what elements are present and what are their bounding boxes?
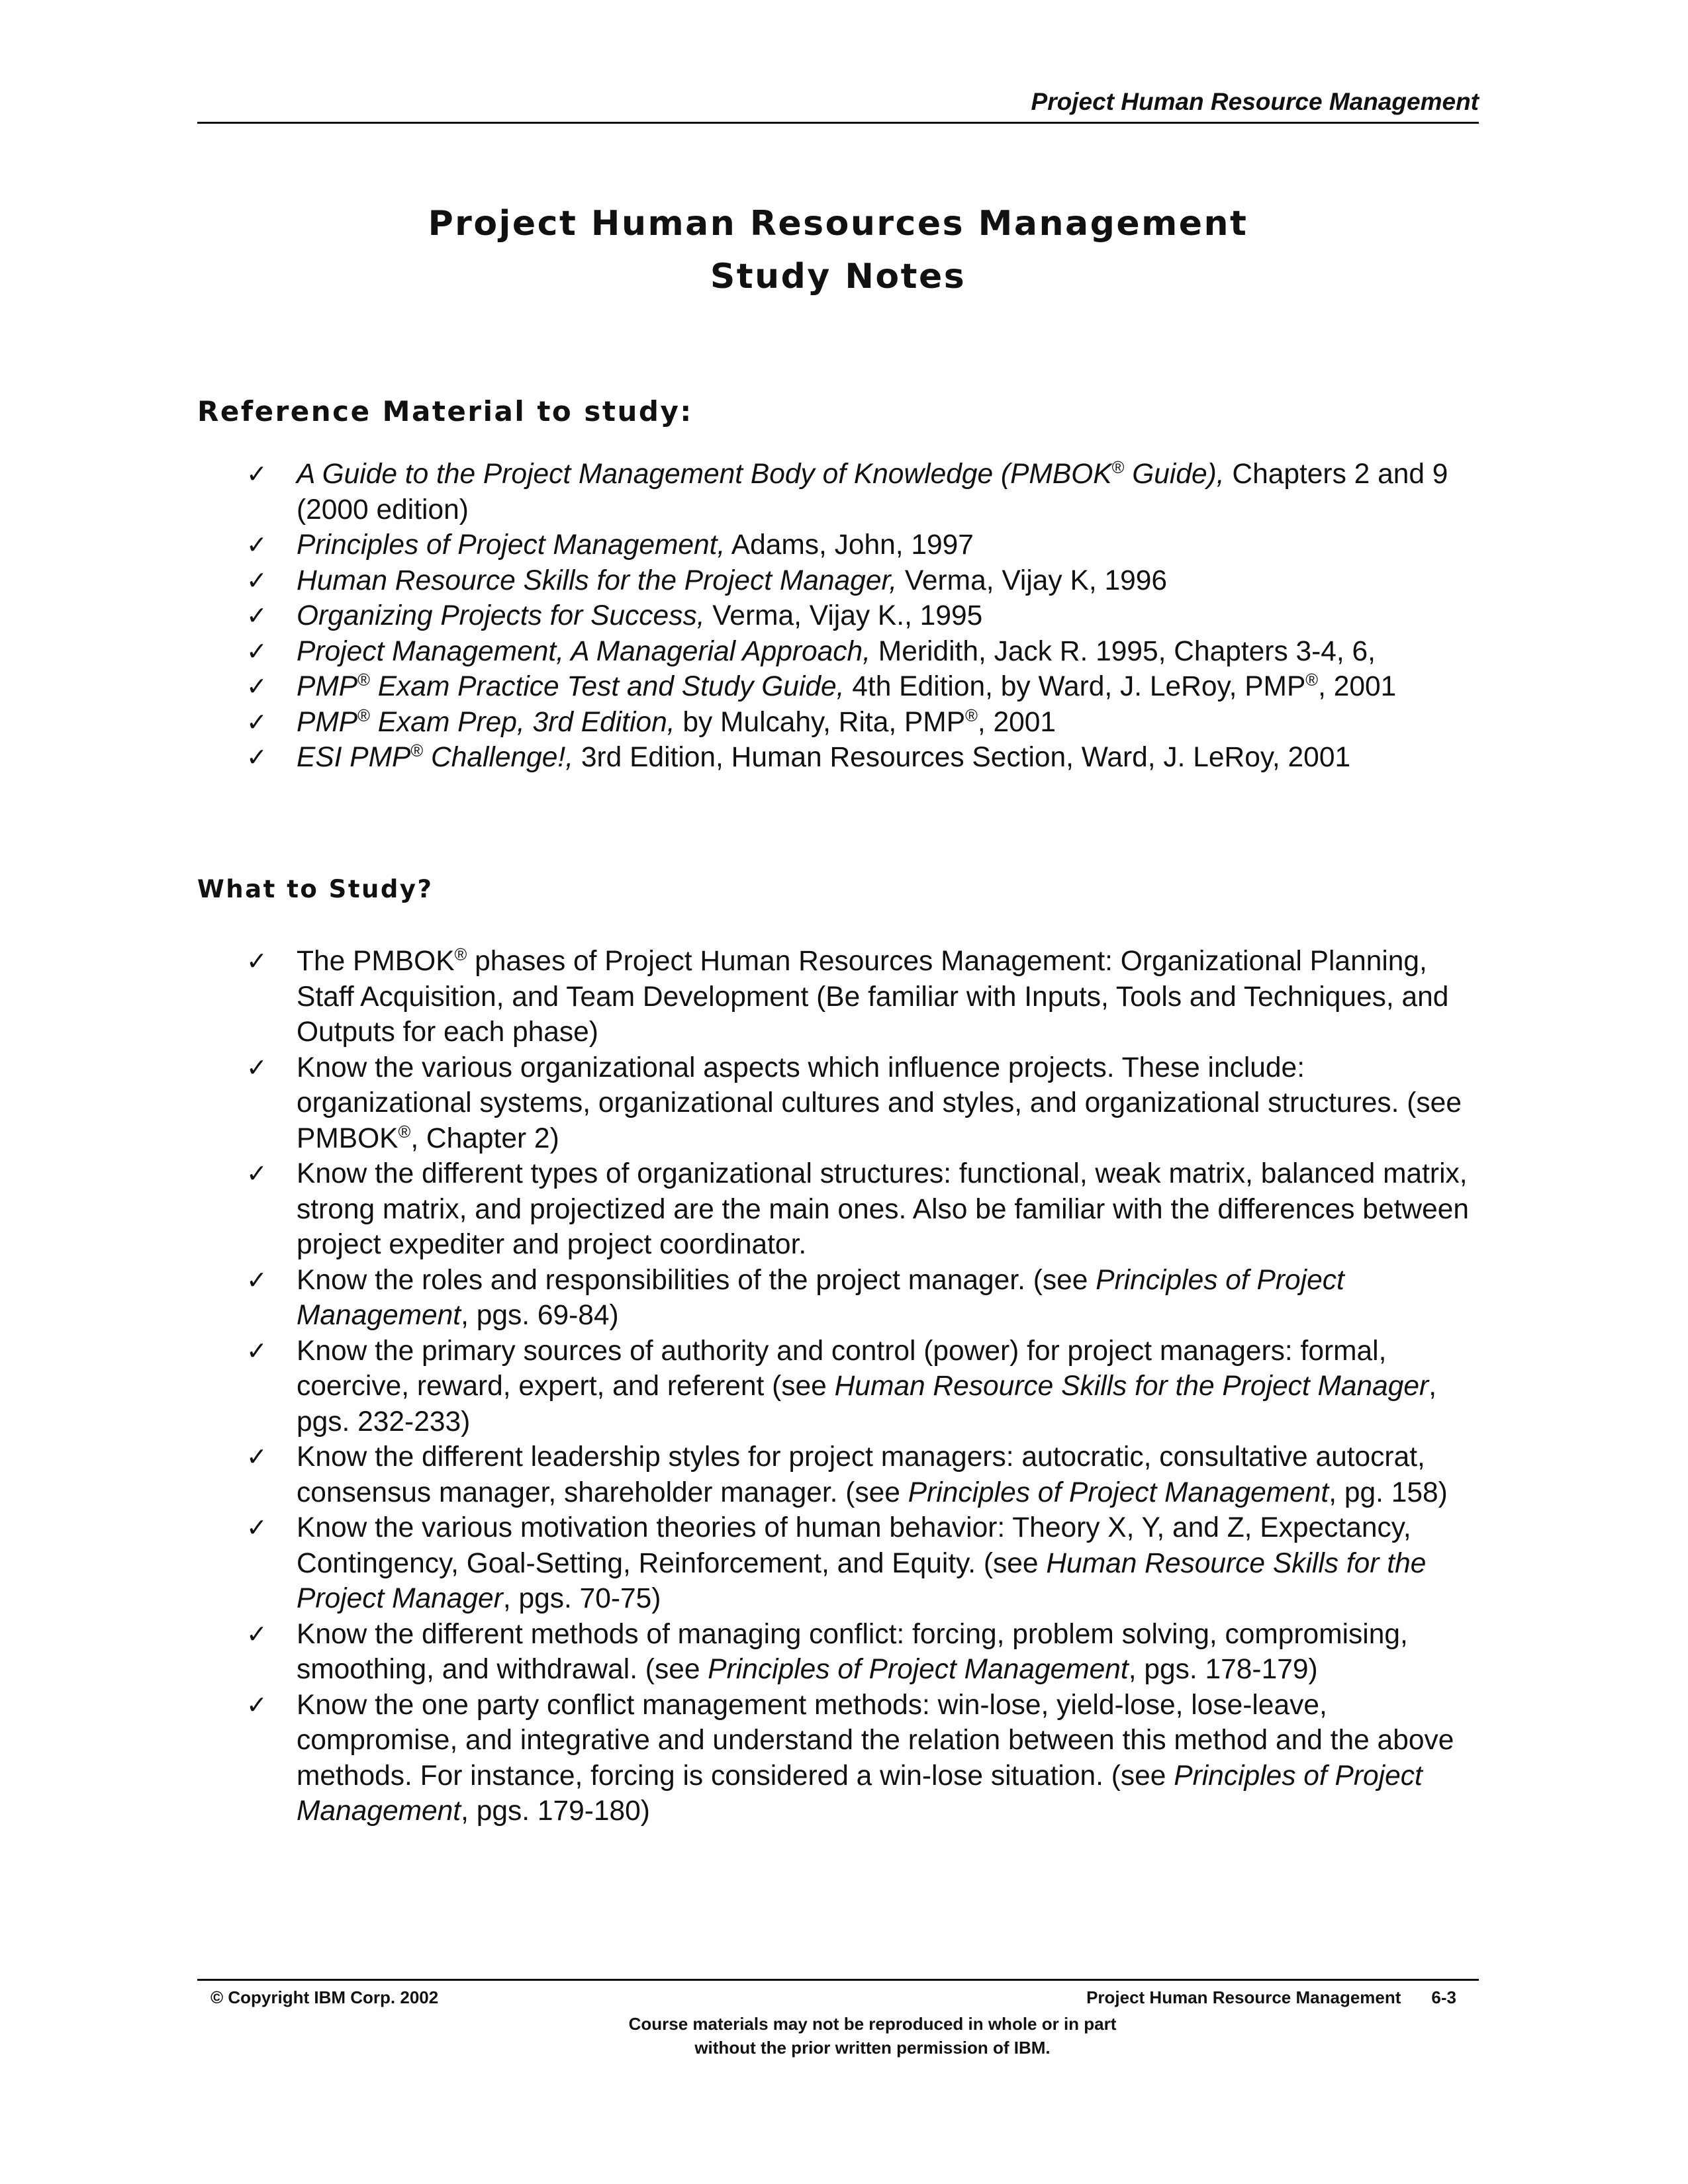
- study-item: [246, 1050, 1484, 1157]
- study-pages: , pgs. 232-233): [297, 1371, 1437, 1437]
- reference-title: A Guide to the Project Management Body of Knowledge (PMBOK: [297, 459, 1112, 490]
- study-item: [246, 1617, 1484, 1688]
- check-mark-icon: ✓: [246, 1513, 267, 1542]
- reference-item: [246, 457, 1484, 527]
- registered-mark: ®: [357, 670, 370, 690]
- study-source: Principles of Project Management: [297, 1760, 1423, 1827]
- study-text: Know the different leadership styles for project managers: autocratic, consultative autocrat, consensus manager, shareholder manager. (see: [297, 1441, 1425, 1508]
- reference-year: , 2001: [1318, 671, 1397, 702]
- registered-mark: ®: [357, 706, 370, 725]
- registered-mark: ®: [454, 945, 467, 964]
- reference-title: PMP: [297, 671, 358, 702]
- study-text: Know the roles and responsibilities of the project manager. (see: [297, 1264, 1096, 1296]
- check-mark-icon: ✓: [246, 1052, 267, 1082]
- reference-item: [246, 598, 1484, 634]
- study-text: The PMBOK: [297, 946, 455, 977]
- registered-mark: ®: [965, 706, 978, 725]
- check-mark-icon: ✓: [246, 565, 267, 595]
- study-item: [246, 944, 1484, 1050]
- check-mark-icon: ✓: [246, 743, 267, 772]
- check-mark-icon: ✓: [246, 601, 267, 630]
- registered-mark: ®: [1111, 458, 1125, 477]
- registered-mark: ®: [398, 1122, 411, 1142]
- reference-list: [246, 457, 1484, 776]
- reference-details: 3rd Edition, Human Resources Section, Ward, J. LeRoy, 2001: [573, 742, 1351, 773]
- reference-title-cont: Challenge!,: [423, 742, 574, 773]
- check-mark-icon: ✓: [246, 459, 267, 488]
- study-source: Principles of Project Management: [297, 1264, 1344, 1331]
- header-rule: [197, 122, 1479, 124]
- page-title: [197, 197, 1479, 303]
- study-pages: , pgs. 70-75): [502, 1583, 661, 1614]
- reference-details: 4th Edition, by Ward, J. LeRoy, PMP: [844, 671, 1306, 702]
- reference-item: [246, 740, 1484, 776]
- study-source: Principles of Project Management: [708, 1654, 1129, 1685]
- check-mark-icon: ✓: [246, 1690, 267, 1719]
- reference-heading: Reference Material to study:: [197, 395, 693, 428]
- title-line-2: Study Notes: [710, 257, 966, 296]
- footer-right: [794, 1987, 1456, 2008]
- study-text: Know the various organizational aspects which influence projects. These include: organizational systems, organizational cultures and styles, and organizational structures. (see PMBOK: [297, 1052, 1462, 1154]
- study-text: Know the various motivation theories of human behavior: Theory X, Y, and Z, Expectancy, Contingency, Goal-Setting, Reinforcement, and Equity. (see: [297, 1512, 1411, 1579]
- footer-notice: [462, 2012, 1283, 2060]
- check-mark-icon: ✓: [246, 946, 267, 976]
- study-item: [246, 1156, 1484, 1263]
- check-mark-icon: ✓: [246, 1265, 267, 1295]
- study-item: [246, 1688, 1484, 1829]
- study-item: [246, 1334, 1484, 1440]
- reference-details: Chapters 2 and 9 (2000 edition): [297, 459, 1448, 525]
- study-text-cont: phases of Project Human Resources Management: Organizational Planning, Staff Acquisition, and Team Development (Be familiar with Inputs, Tools and Techniques, and Outputs for each phase): [297, 946, 1449, 1048]
- check-mark-icon: ✓: [246, 672, 267, 701]
- reference-title: ESI PMP: [297, 742, 411, 773]
- reference-item: [246, 563, 1484, 599]
- reference-details: by Mulcahy, Rita, PMP: [675, 706, 966, 738]
- study-item: [246, 1510, 1484, 1617]
- check-mark-icon: ✓: [246, 1619, 267, 1649]
- footer-notice-line-2: without the prior written permission of IBM.: [694, 2038, 1051, 2058]
- reference-title: Organizing Projects for Success,: [297, 600, 705, 631]
- study-item: [246, 1439, 1484, 1510]
- reference-title: Principles of Project Management,: [297, 529, 726, 561]
- reference-item: [246, 527, 1484, 563]
- study-text: Know the one party conflict management methods: win-lose, yield-lose, lose-leave, compromise, and integrative and understand the relation between this method and the above methods. For instance, forcing is considered a win-lose situation. (see: [297, 1689, 1454, 1792]
- page-number: 6-3: [1431, 1987, 1456, 2007]
- check-mark-icon: ✓: [246, 1442, 267, 1471]
- study-pages: , pgs. 69-84): [461, 1300, 619, 1331]
- reference-details: Verma, Vijay K, 1996: [897, 565, 1167, 596]
- study-pages: , pgs. 179-180): [461, 1796, 650, 1827]
- check-mark-icon: ✓: [246, 636, 267, 666]
- registered-mark: ®: [1305, 670, 1319, 690]
- check-mark-icon: ✓: [246, 707, 267, 737]
- title-line-1: Project Human Resources Management: [428, 204, 1248, 244]
- footer-notice-line-1: Course materials may not be reproduced in whole or in part: [628, 2014, 1117, 2034]
- study-source: Human Resource Skills for the Project Manager: [834, 1371, 1429, 1402]
- study-source: Principles of Project Management: [908, 1477, 1329, 1508]
- study-text: Know the primary sources of authority and control (power) for project managers: formal, coercive, reward, expert, and referent (see: [297, 1335, 1387, 1402]
- reference-year: , 2001: [977, 706, 1056, 738]
- footer-copyright: © Copyright IBM Corp. 2002: [211, 1987, 439, 2007]
- reference-title: Human Resource Skills for the Project Manager,: [297, 565, 898, 596]
- reference-details: Meridith, Jack R. 1995, Chapters 3-4, 6,: [870, 635, 1376, 667]
- reference-item: [246, 669, 1484, 705]
- study-source: Human Resource Skills for the Project Manager: [297, 1547, 1427, 1614]
- check-mark-icon: ✓: [246, 1336, 267, 1365]
- reference-title: PMP: [297, 706, 358, 738]
- running-header: Project Human Resource Management: [1031, 88, 1479, 115]
- footer-rule: [197, 1979, 1479, 1981]
- check-mark-icon: ✓: [246, 530, 267, 559]
- study-list: [246, 944, 1484, 1829]
- reference-item: [246, 634, 1484, 670]
- footer-running-title: Project Human Resource Management: [1086, 1987, 1401, 2007]
- registered-mark: ®: [410, 741, 424, 760]
- check-mark-icon: ✓: [246, 1159, 267, 1188]
- reference-title-cont: Exam Practice Test and Study Guide,: [369, 671, 845, 702]
- study-item: [246, 1263, 1484, 1334]
- what-to-study-heading: What to Study?: [197, 875, 434, 903]
- study-text: Know the different types of organizational structures: functional, weak matrix, balanced matrix, strong matrix, and projectized are the main ones. Also be familiar with the differences between project expediter and project coordinator.: [297, 1158, 1469, 1260]
- reference-title: Project Management, A Managerial Approach,: [297, 635, 870, 667]
- reference-item: [246, 705, 1484, 741]
- reference-title-cont: Exam Prep, 3rd Edition,: [369, 706, 675, 738]
- reference-details: Verma, Vijay K., 1995: [704, 600, 983, 631]
- study-text: Know the different methods of managing conflict: forcing, problem solving, compromising, smoothing, and withdrawal. (see: [297, 1618, 1408, 1685]
- study-text-cont: , Chapter 2): [410, 1122, 559, 1154]
- reference-details: Adams, John, 1997: [725, 529, 974, 561]
- study-pages: , pgs. 178-179): [1128, 1654, 1318, 1685]
- reference-title-cont: Guide),: [1124, 459, 1225, 490]
- study-pages: , pg. 158): [1329, 1477, 1448, 1508]
